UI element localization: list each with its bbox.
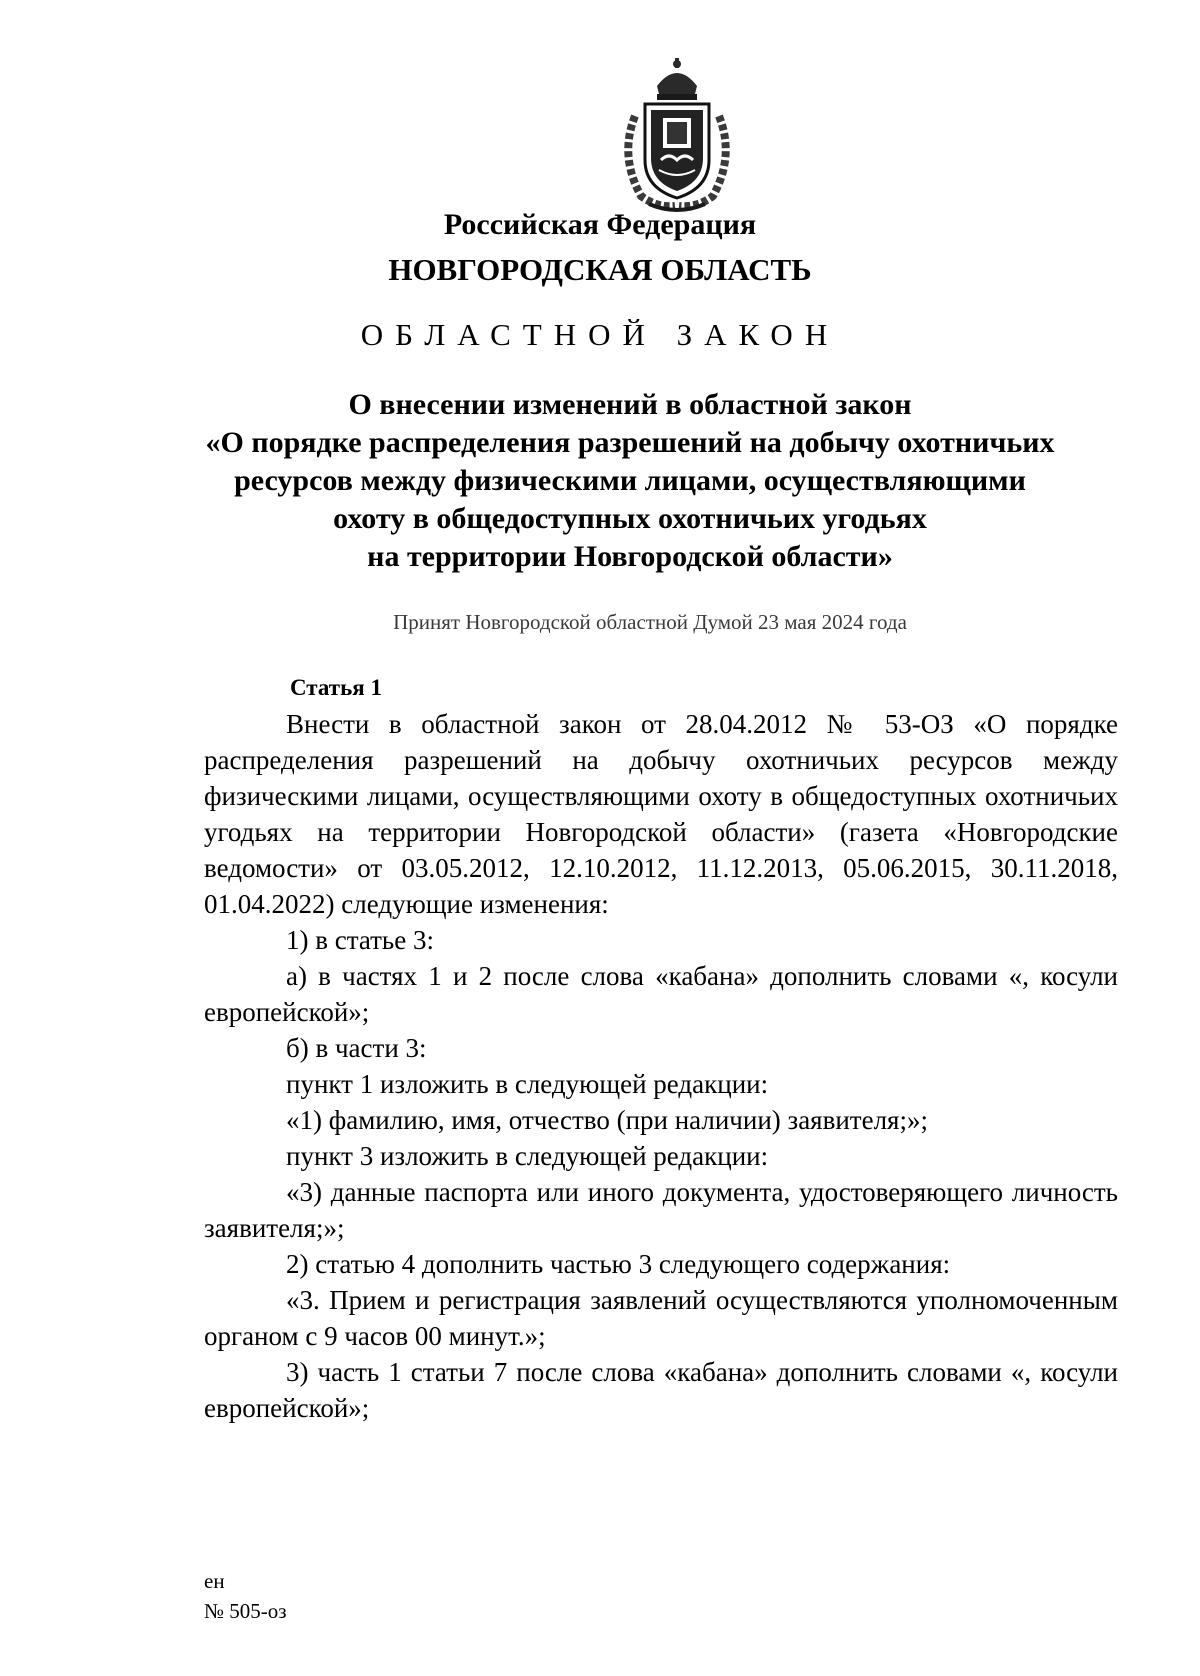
- title-line: ресурсов между физическими лицами, осуществляющими: [234, 464, 1026, 497]
- article-heading: Статья 1: [290, 675, 382, 700]
- article-paragraph: 3) часть 1 статьи 7 после слова «кабана» дополнить словами «, косули европейской»;: [204, 1357, 1118, 1423]
- article-body: [204, 706, 1118, 1426]
- law-type: ОБЛАСТНОЙ ЗАКОН: [360, 317, 840, 352]
- document-footer: [204, 1566, 287, 1626]
- title-line: охоту в общедоступных охотничьих угодьях: [333, 502, 927, 535]
- article-paragraph: а) в частях 1 и 2 после слова «кабана» дополнить словами «, косули европейской»;: [204, 961, 1118, 1027]
- title-line: «О порядке распределения разрешений на добычу охотничьих: [205, 426, 1055, 459]
- article-paragraph: пункт 1 изложить в следующей редакции:: [286, 1069, 769, 1099]
- coat-of-arms-emblem: [605, 56, 749, 216]
- title-line: на территории Новгородской области»: [367, 540, 893, 573]
- footer-initials: ен: [204, 1569, 225, 1593]
- country-name: Российская Федерация: [443, 208, 757, 241]
- article-paragraph: пункт 3 изложить в следующей редакции:: [286, 1141, 769, 1171]
- adoption-note: Принят Новгородской областной Думой 23 мая 2024 года: [393, 610, 907, 634]
- article-paragraph: «1) фамилию, имя, отчество (при наличии) заявителя;»;: [286, 1105, 928, 1135]
- article-paragraph: «3. Прием и регистрация заявлений осуществляются уполномоченным органом с 9 часов 00 минут.»;: [204, 1285, 1118, 1351]
- law-title: [150, 386, 1110, 576]
- law-number: № 505-оз: [204, 1599, 287, 1623]
- article-paragraph: Внести в областной закон от 28.04.2012 № 53-ОЗ «О порядке распределения разрешений на добычу охотничьих ресурсов между физическими лицами, осуществляющими охоту в общедоступных охотничьих угодьях на территории Новгородской области» (газета «Новгородские ведомости» от 03.05.2012, 12.10.2012, 11.12.2013, 05.06.2015, 30.11.2018, 01.04.2022) следующие изменения:: [204, 709, 1118, 919]
- region-name: НОВГОРОДСКАЯ ОБЛАСТЬ: [388, 252, 812, 287]
- article-paragraph: 1) в статье 3:: [286, 925, 434, 955]
- article-paragraph: «3) данные паспорта или иного документа, удостоверяющего личность заявителя;»;: [204, 1177, 1118, 1243]
- title-line: О внесении изменений в областной закон: [348, 388, 912, 421]
- article-paragraph: 2) статью 4 дополнить частью 3 следующего содержания:: [286, 1249, 951, 1279]
- article-paragraph: б) в части 3:: [286, 1033, 427, 1063]
